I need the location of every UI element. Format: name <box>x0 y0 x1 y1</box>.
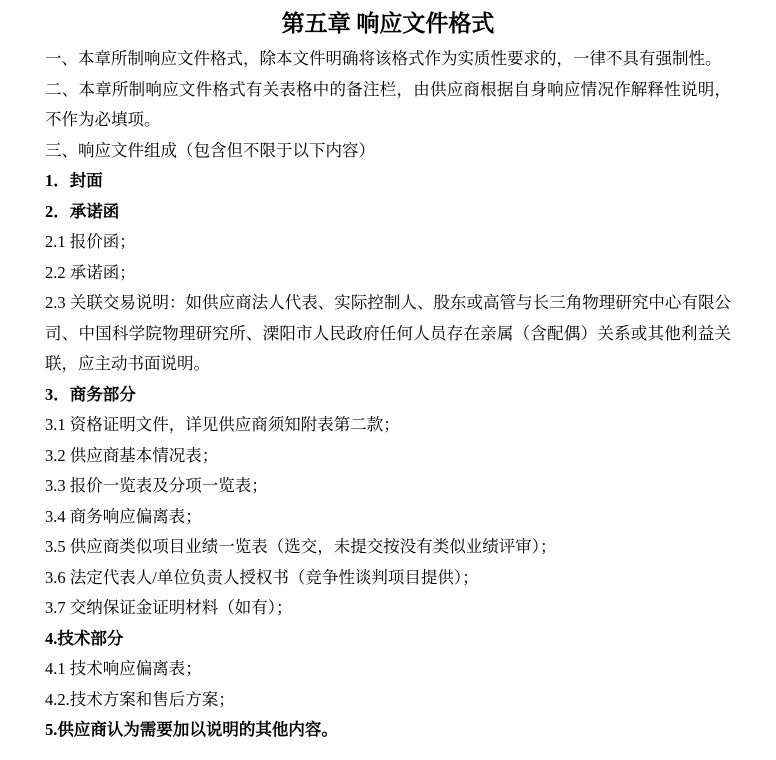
item-2-1: 2.1 报价函； <box>45 232 136 251</box>
heading-other-content: 5.供应商认为需要加以说明的其他内容。 <box>45 720 338 739</box>
item-2-2: 2.2 承诺函； <box>45 262 136 282</box>
para-composition-intro: 三、响应文件组成（包含但不限于以下内容） <box>45 140 375 160</box>
item-3-7: 3.7 交纳保证金证明材料（如有）； <box>45 598 293 617</box>
heading-cover: 1．封面 <box>45 171 103 190</box>
item-4-1: 4.1 技术响应偏离表； <box>45 659 202 678</box>
para-note-2: 二、本章所制响应文件格式有关表格中的备注栏，由供应商根据自身响应情况作解释性说明，不作为必填项。 <box>45 79 731 129</box>
document-title: 第五章 响应文件格式 <box>281 11 495 36</box>
heading-commitment-letter: 2．承诺函 <box>45 201 120 221</box>
item-3-6: 3.6 法定代表人/单位负责人授权书（竞争性谈判项目提供）； <box>45 567 479 587</box>
item-3-4: 3.4 商务响应偏离表； <box>45 506 202 526</box>
item-4-2: 4.2.技术方案和售后方案； <box>45 689 235 709</box>
item-3-2: 3.2 供应商基本情况表； <box>45 445 219 465</box>
item-3-5: 3.5 供应商类似项目业绩一览表（选交，未提交按没有类似业绩评审）； <box>45 537 557 556</box>
para-note-1: 一、本章所制响应文件格式，除本文件明确将该格式作为实质性要求的，一律不具有强制性。 <box>45 49 722 68</box>
item-2-3: 2.3 关联交易说明：如供应商法人代表、实际控制人、股东或高管与长三角物理研究中心有限公司、中国科学院物理研究所、溧阳市人民政府任何人员存在亲属（含配偶）关系或其他利益关联，应主动书面说明。 <box>45 293 731 373</box>
heading-business-part: 3．商务部分 <box>45 384 136 404</box>
item-3-1: 3.1 资格证明文件，详见供应商须知附表第二款； <box>45 415 400 434</box>
item-3-3: 3.3 报价一览表及分项一览表； <box>45 476 268 495</box>
heading-technical-part: 4.技术部分 <box>45 628 124 648</box>
